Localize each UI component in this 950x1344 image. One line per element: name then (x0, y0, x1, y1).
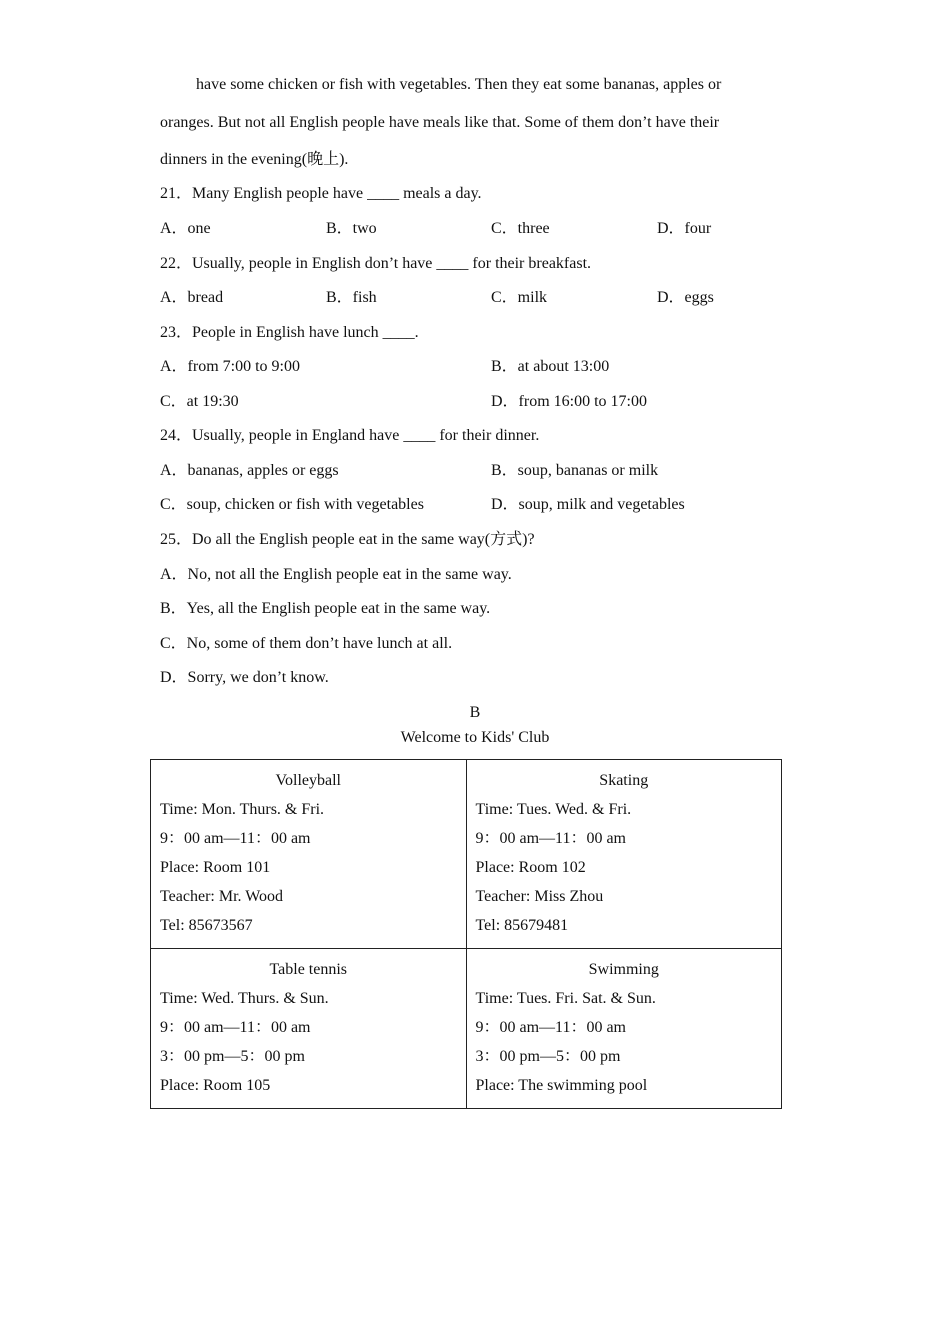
club-teacher: Teacher: Mr. Wood (160, 888, 284, 905)
question-22-option-a: A．bread (160, 289, 224, 306)
question-23-option-d: D．from 16:00 to 17:00 (491, 393, 647, 410)
question-24-stem: 24．Usually, people in England have ____ for their dinner. (160, 427, 540, 444)
question-25-option-a: A．No, not all the English people eat in the same way. (160, 566, 512, 583)
club-cell-table-tennis (151, 949, 467, 1109)
club-tel: Tel: 85679481 (475, 917, 569, 934)
question-23-stem: 23．People in English have lunch ____. (160, 324, 419, 341)
club-place: Place: Room 102 (475, 859, 586, 876)
club-hours: 9：00 am—11：00 am (160, 830, 311, 847)
club-time: Time: Tues. Fri. Sat. & Sun. (475, 990, 656, 1007)
section-b-label: B (469, 704, 481, 721)
question-21-option-d: D．four (657, 220, 712, 237)
club-tel: Tel: 85673567 (160, 917, 253, 934)
question-22-stem: 22．Usually, people in English don’t have ____ for their breakfast. (160, 255, 592, 272)
question-25-option-d: D．Sorry, we don’t know. (160, 669, 329, 686)
club-place: Place: The swimming pool (475, 1077, 648, 1094)
question-25-option-c: C．No, some of them don’t have lunch at all. (160, 635, 453, 652)
club-time: Time: Wed. Thurs. & Sun. (160, 990, 329, 1007)
club-name: Volleyball (275, 772, 341, 789)
club-name: Table tennis (269, 961, 348, 978)
club-time: Time: Mon. Thurs. & Fri. (160, 801, 325, 818)
club-name: Skating (599, 772, 649, 789)
passage-line-3: dinners in the evening(晚上). (160, 151, 349, 168)
club-cell-swimming (466, 949, 782, 1109)
club-teacher: Teacher: Miss Zhou (475, 888, 604, 905)
club-name: Swimming (588, 961, 659, 978)
question-21-option-b: B．two (326, 220, 377, 237)
question-25-option-b: B．Yes, all the English people eat in the same way. (160, 600, 491, 617)
club-hours-afternoon: 3：00 pm—5：00 pm (475, 1048, 621, 1065)
question-24-option-b: B．soup, bananas or milk (491, 462, 659, 479)
club-cell-volleyball (151, 760, 467, 949)
question-21-stem: 21．Many English people have ____ meals a day. (160, 185, 482, 202)
club-hours-morning: 9：00 am—11：00 am (475, 1019, 627, 1036)
passage-line-2: oranges. But not all English people have meals like that. Some of them don’t have their (160, 114, 720, 131)
club-cell-skating (466, 760, 782, 949)
question-23-option-a: A．from 7:00 to 9:00 (160, 358, 300, 375)
club-time: Time: Tues. Wed. & Fri. (475, 801, 632, 818)
question-22-option-b: B．fish (326, 289, 377, 306)
club-place: Place: Room 101 (160, 859, 271, 876)
question-25-stem: 25．Do all the English people eat in the same way(方式)? (160, 531, 535, 548)
passage-line-1: have some chicken or fish with vegetables. Then they eat some bananas, apples or (196, 76, 722, 93)
kids-club-table (150, 759, 782, 1109)
club-place: Place: Room 105 (160, 1077, 271, 1094)
question-22-option-d: D．eggs (657, 289, 714, 306)
question-24-option-a: A．bananas, apples or eggs (160, 462, 339, 479)
question-21-option-c: C．three (491, 220, 550, 237)
club-hours-afternoon: 3：00 pm—5：00 pm (160, 1048, 305, 1065)
club-hours: 9：00 am—11：00 am (475, 830, 627, 847)
question-23-option-c: C．at 19:30 (160, 393, 239, 410)
question-21-option-a: A．one (160, 220, 211, 237)
question-24-option-c: C．soup, chicken or fish with vegetables (160, 496, 424, 513)
club-hours-morning: 9：00 am—11：00 am (160, 1019, 311, 1036)
section-b-title: Welcome to Kids' Club (400, 729, 550, 746)
question-23-option-b: B．at about 13:00 (491, 358, 610, 375)
question-22-option-c: C．milk (491, 289, 548, 306)
question-24-option-d: D．soup, milk and vegetables (491, 496, 685, 513)
